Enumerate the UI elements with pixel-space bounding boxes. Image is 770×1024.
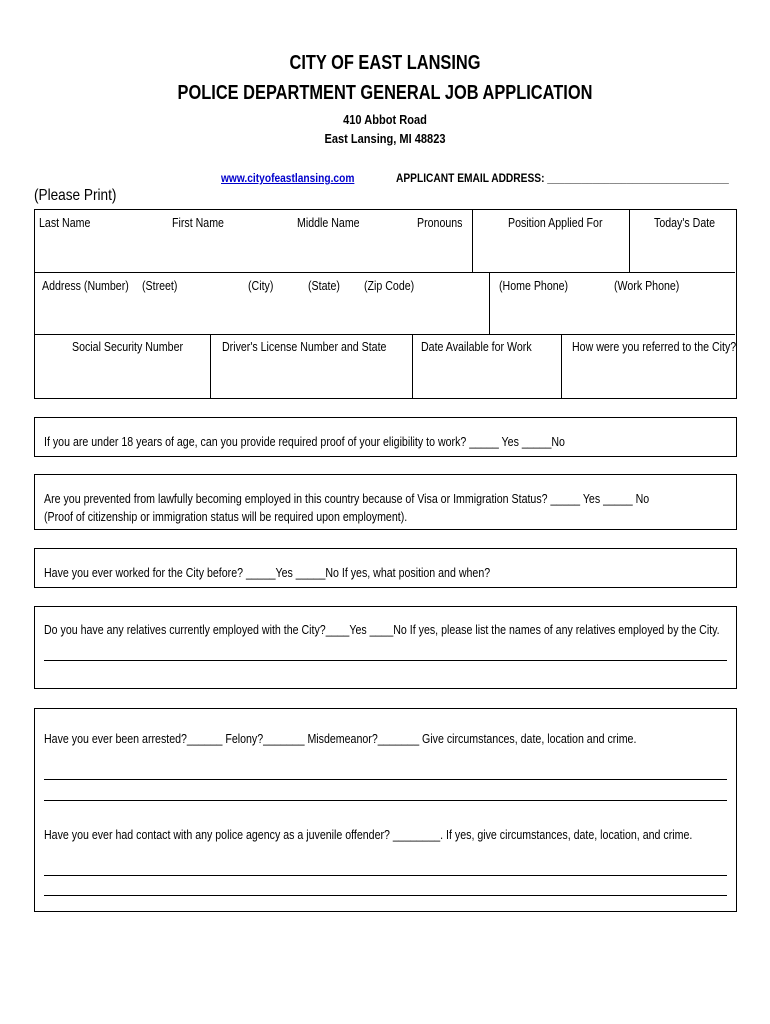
middle-name-field[interactable]: Middle Name — [297, 216, 360, 230]
address-city: East Lansing, MI 48823 — [324, 131, 446, 146]
juvenile-answer-line[interactable] — [44, 875, 727, 876]
todays-date-field[interactable]: Today's Date — [654, 216, 716, 230]
work-phone-field[interactable]: (Work Phone) — [614, 279, 680, 293]
ssn-field[interactable]: Social Security Number — [72, 340, 184, 354]
visa-question[interactable]: Are you prevented from lawfully becoming employed in this country because of Visa or Immigration Status? _____ Yes _____ No — [44, 492, 650, 506]
form-title: POLICE DEPARTMENT GENERAL JOB APPLICATION — [177, 82, 593, 104]
under18-question[interactable]: If you are under 18 years of age, can you provide required proof of your eligibility to work? _____ Yes _____No — [44, 435, 565, 449]
pronouns-field[interactable]: Pronouns — [417, 216, 463, 230]
col-divider — [210, 334, 211, 398]
email-label: APPLICANT EMAIL ADDRESS: ________________________________ — [396, 171, 729, 185]
referred-field[interactable]: How were you referred to the City? — [572, 340, 737, 354]
visa-note: (Proof of citizenship or immigration status will be required upon employment). — [44, 510, 408, 524]
please-print-label: (Please Print) — [34, 187, 117, 204]
website-link[interactable]: www.cityofeastlansing.com — [221, 171, 355, 185]
license-field[interactable]: Driver's License Number and State — [222, 340, 387, 354]
col-divider — [489, 272, 490, 334]
address-street: 410 Abbot Road — [343, 112, 427, 127]
juvenile-answer-line[interactable] — [44, 895, 727, 896]
relatives-box — [34, 606, 737, 689]
personal-info-table — [34, 209, 737, 399]
relatives-answer-line[interactable] — [44, 660, 727, 661]
last-name-field[interactable]: Last Name — [39, 216, 91, 230]
city-title: CITY OF EAST LANSING — [289, 52, 481, 74]
home-phone-field[interactable]: (Home Phone) — [499, 279, 569, 293]
state-field[interactable]: (State) — [308, 279, 340, 293]
first-name-field[interactable]: First Name — [172, 216, 224, 230]
col-divider — [472, 210, 473, 272]
col-divider — [561, 334, 562, 398]
zip-field[interactable]: (Zip Code) — [364, 279, 415, 293]
city-field[interactable]: (City) — [248, 279, 274, 293]
arrested-question[interactable]: Have you ever been arrested?______ Felony?_______ Misdemeanor?_______ Give circumstances, date, location and crime. — [44, 732, 637, 746]
relatives-question[interactable]: Do you have any relatives currently employed with the City?____Yes ____No If yes, please list the names of any relatives employed by the City. — [44, 623, 720, 637]
arrest-answer-line[interactable] — [44, 779, 727, 780]
date-available-field[interactable]: Date Available for Work — [421, 340, 532, 354]
address-number-field[interactable]: Address (Number) — [42, 279, 129, 293]
worked-question[interactable]: Have you ever worked for the City before? _____Yes _____No If yes, what position and when? — [44, 566, 491, 580]
row-divider — [35, 272, 735, 273]
position-field[interactable]: Position Applied For — [508, 216, 603, 230]
juvenile-question[interactable]: Have you ever had contact with any police agency as a juvenile offender? ________. If yes, give circumstances, date, location, and crime. — [44, 828, 693, 842]
arrest-answer-line[interactable] — [44, 800, 727, 801]
col-divider — [412, 334, 413, 398]
row-divider — [35, 334, 735, 335]
col-divider — [629, 210, 630, 272]
street-field[interactable]: (Street) — [142, 279, 178, 293]
